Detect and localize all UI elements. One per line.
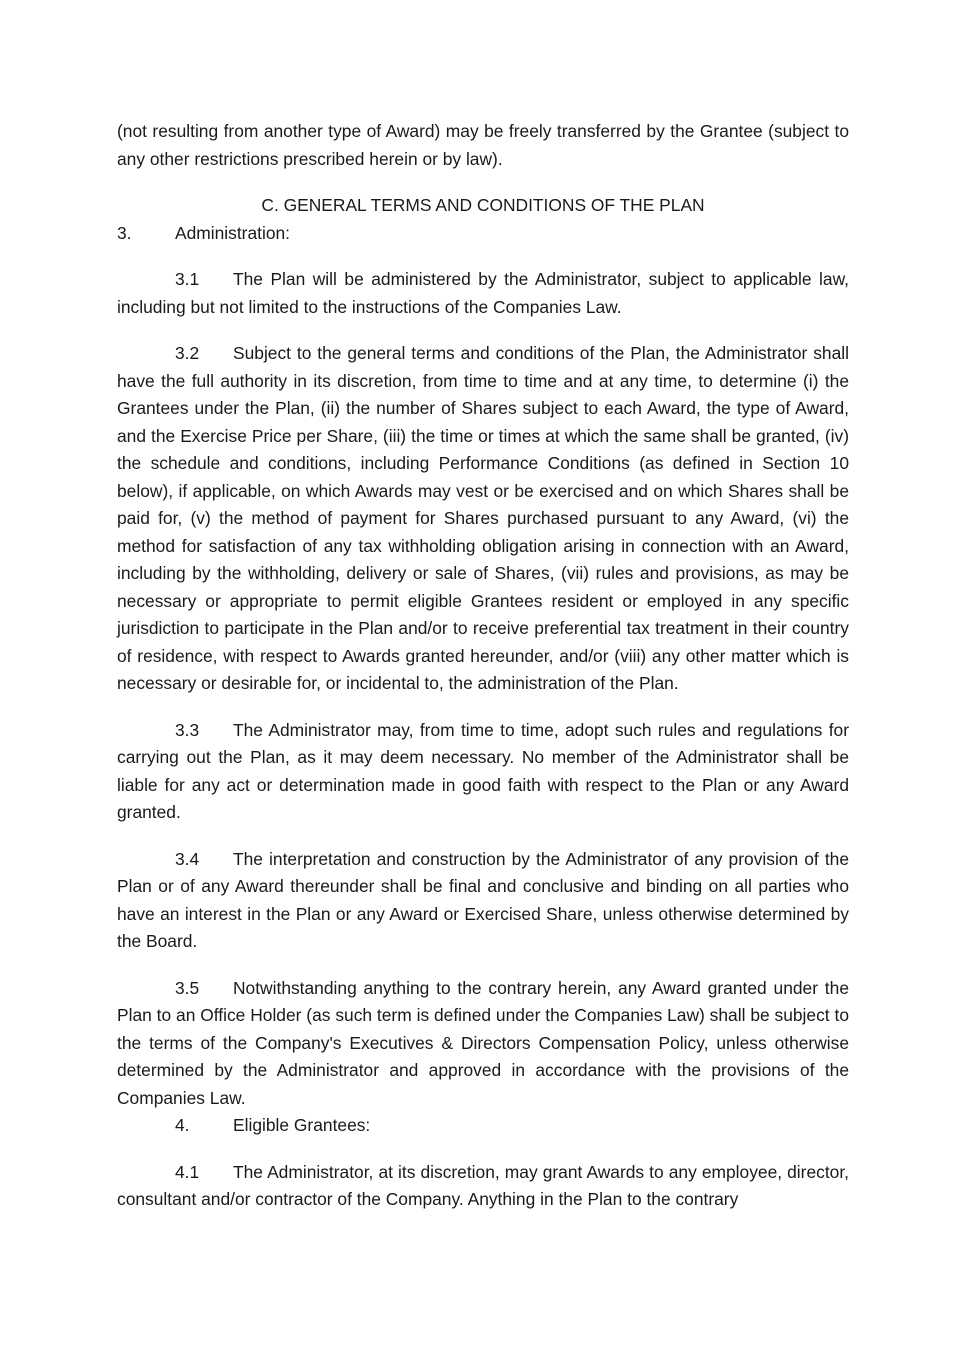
clause-text: Notwithstanding anything to the contrary herein, any Award granted under the Plan to an Office Holder (as such term is defined under the Companies Law) shall be subject to the terms of the Company's Executives & Directors Compensation Policy, unless otherwise determined by the Administrator and approved in accordance with the provisions of the Companies Law. — [117, 977, 849, 1108]
clause-text: The Administrator may, from time to time, adopt such rules and regulations for carrying out the Plan, as it may deem necessary. No member of the Administrator shall be liable for any act or determination made in good faith with respect to the Plan or any Award granted. — [117, 719, 849, 822]
intro-paragraph: (not resulting from another type of Award) may be freely transferred by the Grantee (subject to any other restrictions prescribed herein or by law). — [117, 121, 849, 169]
clause-number: 3.4 — [175, 848, 200, 869]
clause-number: 3.3 — [175, 719, 200, 740]
section-heading-administration — [117, 220, 849, 248]
clause-3-2 — [117, 340, 849, 698]
clause-text: The Administrator, at its discretion, may grant Awards to any employee, director, consultant and/or contractor of the Company. Anything in the Plan to the contrary — [117, 1161, 849, 1209]
clause-number: 3.1 — [175, 269, 200, 289]
clause-4-1 — [117, 1159, 849, 1214]
clause-3-3 — [117, 717, 849, 827]
section-title: C. GENERAL TERMS AND CONDITIONS OF THE PLAN — [261, 195, 705, 215]
section-heading-text: Eligible Grantees: — [233, 1115, 371, 1135]
section-heading-eligible-grantees — [117, 1112, 849, 1140]
clause-number: 4.1 — [175, 1161, 200, 1182]
section-heading-text: Administration: — [175, 222, 291, 243]
clause-text: Subject to the general terms and conditions of the Plan, the Administrator shall have the full authority in its discretion, from time to time and at any time, to determine (i) the Grantees under the Plan, (ii) the number of Shares subject to each Award, the type of Award, and the Exercise Price per Share, (iii) the time or times at which the same shall be granted, (iv) the schedule and conditions, including Performance Conditions (as defined in Section 10 below), if applicable, on which Awards may vest or be exercised and on which Shares shall be paid for, (v) the method of payment for Shares purchased pursuant to any Award, (vi) the method for satisfaction of any tax withholding obligation arising in connection with an Award, including by the withholding, delivery or sale of Shares, (vii) rules and provisions, as may be necessary or appropriate to permit eligible Grantees resident or employed in any specific jurisdiction to participate in the Plan and/or to receive preferential tax treatment in their country of residence, with respect to Awards granted hereunder, and/or (viii) any other matter which is necessary or desirable for, or incidental to, the administration of the Plan. — [117, 343, 849, 693]
clause-3-4 — [117, 846, 849, 956]
clause-text: The Plan will be administered by the Administrator, subject to applicable law, including but not limited to the instructions of the Companies Law. — [117, 269, 849, 317]
section-number: 4. — [175, 1115, 190, 1135]
clause-3-5 — [117, 975, 849, 1113]
clause-number: 3.2 — [175, 343, 200, 363]
clause-text: The interpretation and construction by the Administrator of any provision of the Plan or of any Award thereunder shall be final and conclusive and binding on all parties who have an interest in the Plan or any Award or Exercised Share, unless otherwise determined by the Board. — [117, 848, 849, 951]
section-number: 3. — [117, 222, 132, 243]
clause-number: 3.5 — [175, 977, 200, 998]
clause-3-1 — [117, 266, 849, 321]
document-page — [117, 118, 849, 1214]
